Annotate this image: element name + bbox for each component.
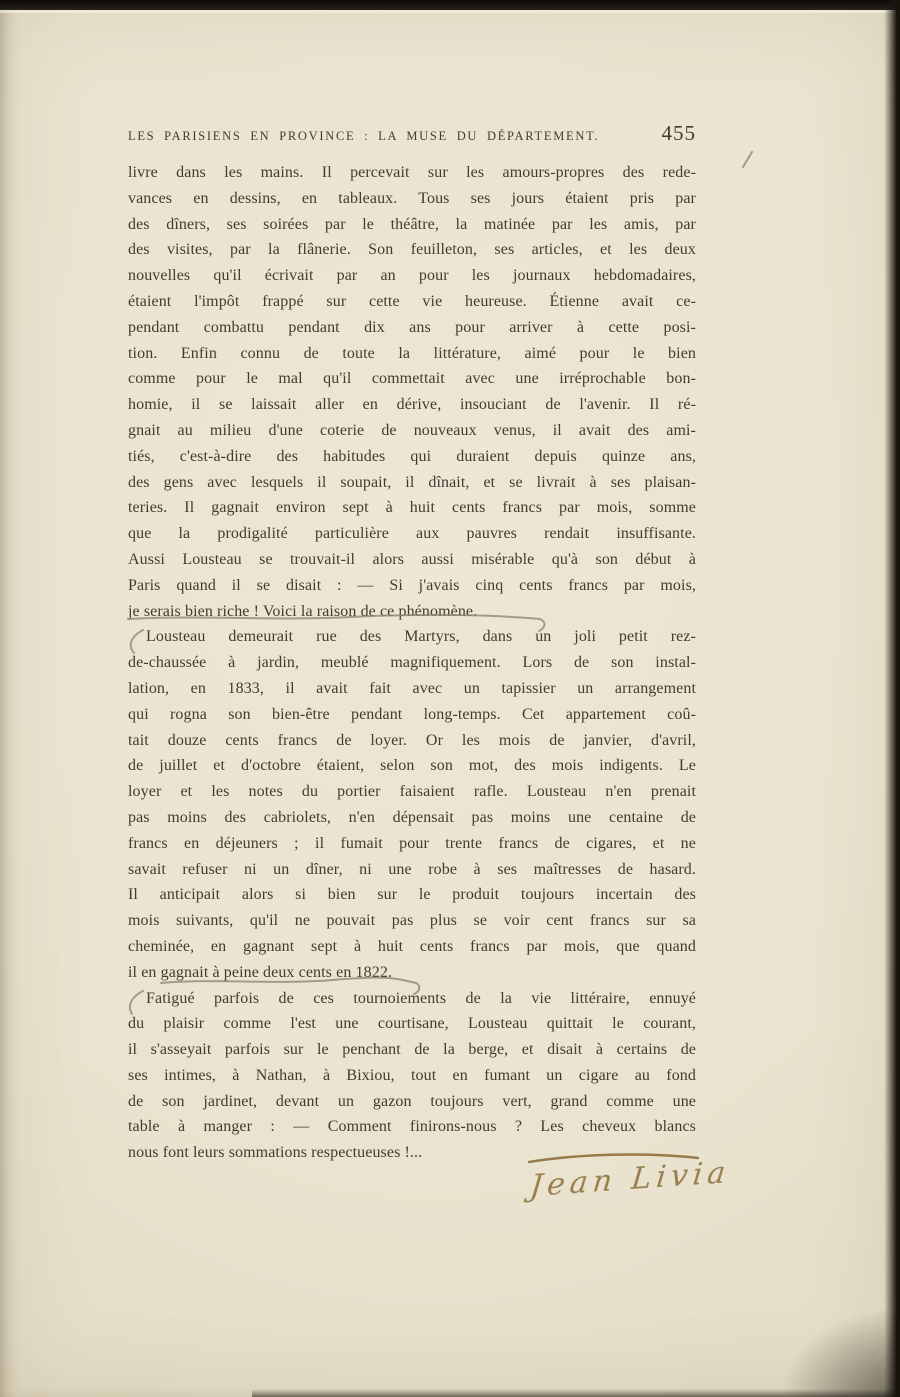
scan-corner-shadow — [780, 1307, 900, 1397]
text-line: mois suivants, qu'il ne pouvait pas plus se voir cent francs sur sa — [128, 912, 696, 930]
scan-edge-top — [0, 0, 900, 10]
text-line: Fatigué parfois de ces tournoiements de la vie littéraire, ennuyé — [146, 989, 696, 1007]
page-number: 455 — [661, 121, 696, 145]
text-line: je serais bien riche ! Voici la raison de ce phénomène. — [128, 602, 478, 620]
text-line: vances en dessins, en tableaux. Tous ses jours étaient pris par — [128, 189, 696, 207]
text-line: lation, en 1833, il avait fait avec un tapissier un arrangement — [128, 679, 696, 697]
text-line: nouvelles qu'il écrivait par an pour les journaux hebdomadaires, — [128, 267, 696, 285]
text-line: teries. Il gagnait environ sept à huit cents francs par mois, somme — [128, 499, 696, 517]
text-line: du plaisir comme l'est une courtisane, Lousteau quittait le courant, — [128, 1015, 696, 1033]
text-line: gnait au milieu d'une coterie de nouveaux venus, il avait des ami- — [128, 421, 696, 439]
text-line: pendant combattu pendant dix ans pour arriver à cette posi- — [128, 318, 696, 336]
paragraph — [128, 160, 696, 624]
signature-text: Jean Livia — [528, 1154, 733, 1205]
scan-edge-right — [884, 0, 900, 1397]
page-header — [128, 121, 696, 146]
text-line: Il anticipait alors si bien sur le produit toujours incertain des — [128, 886, 696, 904]
text-line: cheminée, en gagnant sept à huit cents francs par mois, que quand — [128, 937, 696, 955]
text-line: il en gagnait à peine deux cents en 1822. — [128, 963, 393, 981]
text-line: étaient l'impôt frappé sur cette vie heureuse. Étienne avait ce- — [128, 292, 696, 310]
text-line: de-chaussée à jardin, meublé magnifiquement. Lors de son instal- — [128, 654, 696, 672]
text-line: des gens avec lesquels il soupait, il dînait, et se livrait à ses plaisan- — [128, 473, 696, 491]
scan-edge-top-rim — [0, 10, 900, 13]
paragraph — [128, 986, 696, 1167]
text-line: livre dans les mains. Il percevait sur les amours-propres des rede- — [128, 164, 696, 181]
text-line: nous font leurs sommations respectueuses !... — [128, 1144, 423, 1162]
text-line: il s'asseyait parfois sur le penchant de la berge, et disait à certains de — [128, 1041, 696, 1059]
text-line: tion. Enfin connu de toute la littérature, aimé pour le bien — [128, 344, 696, 362]
text-line: Lousteau demeurait rue des Martyrs, dans un joli petit rez- — [146, 628, 696, 646]
body-text — [128, 160, 696, 1166]
running-title: LES PARISIENS EN PROVINCE : LA MUSE DU DÉPARTEMENT. — [128, 129, 600, 143]
pencil-underline-1822 — [158, 974, 433, 998]
pencil-paragraph-mark-lousteau — [124, 627, 150, 657]
text-line: loyer et les notes du portier faisaient rafle. Lousteau n'en prenait — [128, 783, 696, 801]
text-line: Aussi Lousteau se trouvait-il alors aussi misérable qu'à son début à — [128, 550, 696, 568]
text-line: ses intimes, à Nathan, à Bixiou, tout en fumant un cigare au fond — [128, 1066, 696, 1084]
text-line: table à manger : — Comment finirons-nous ? Les cheveux blancs — [128, 1118, 696, 1136]
pencil-tick — [738, 149, 756, 171]
text-line: pas moins des cabriolets, n'en dépensait pas moins une centaine de — [128, 808, 696, 826]
text-line: des dîners, ses soirées par le théâtre, la matinée par les amis, par — [128, 215, 696, 233]
text-line: de juillet et d'octobre étaient, selon son mot, des mois indigents. Le — [128, 757, 696, 775]
handwritten-signature — [498, 1140, 768, 1230]
text-line: que la prodigalité particulière aux pauvres rendait insuffisante. — [128, 525, 696, 543]
text-line: francs en déjeuners ; il fumait pour trente francs de cigares, et ne — [128, 834, 696, 852]
text-line: Paris quand il se disait : — Si j'avais cinq cents francs par mois, — [128, 576, 696, 594]
pencil-underline-phenomene — [126, 611, 571, 635]
text-line: qui rogna son bien-être pendant long-temps. Cet appartement coû- — [128, 705, 696, 723]
text-line: des visites, par la flânerie. Son feuilleton, ses articles, et les deux — [128, 241, 696, 259]
text-line: de son jardinet, devant un gazon toujours vert, grand comme une — [128, 1092, 696, 1110]
text-line: homie, il se laissait aller en dérive, insouciant de l'avenir. Il ré- — [128, 396, 696, 414]
paragraph — [128, 624, 696, 985]
text-line: savait refuser ni un dîner, ni une robe à ses maîtresses de hasard. — [128, 860, 696, 878]
text-line: tait douze cents francs de loyer. Or les mois de janvier, d'avril, — [128, 731, 696, 749]
text-line: comme pour le mal qu'il commettait avec une irréprochable bon- — [128, 370, 696, 388]
text-line: tiés, c'est-à-dire des habitudes qui duraient depuis quinze ans, — [128, 447, 696, 465]
pencil-paragraph-mark-fatigue — [124, 988, 150, 1018]
